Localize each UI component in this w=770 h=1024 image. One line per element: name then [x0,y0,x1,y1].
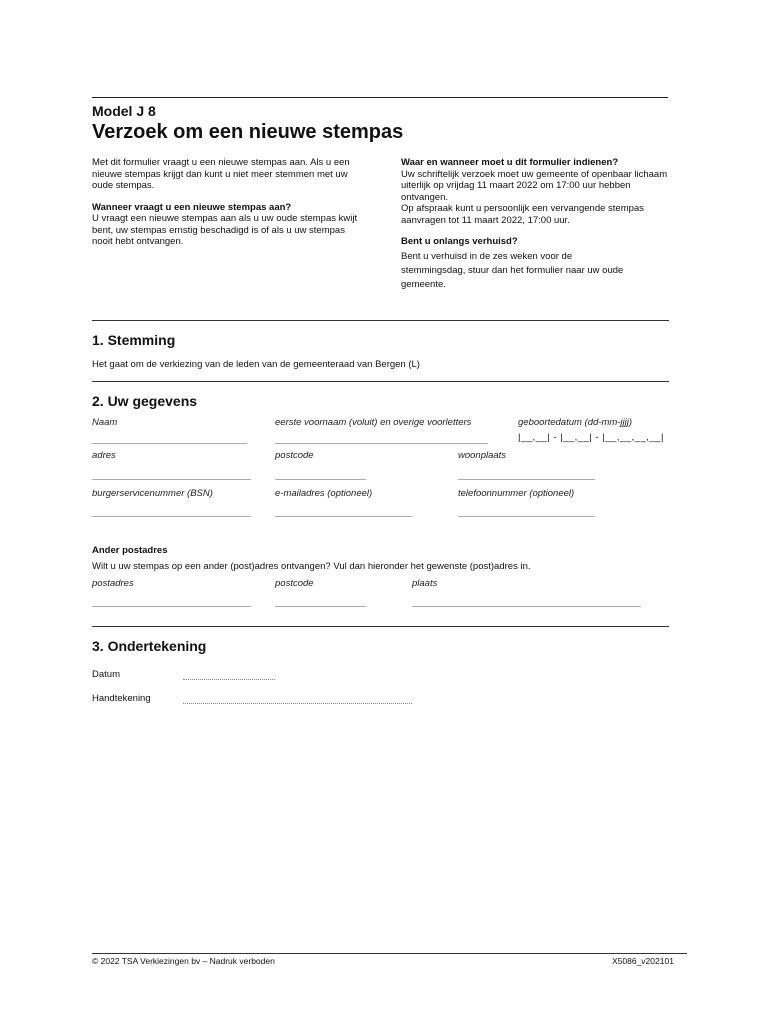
footer-code: X5086_v202101 [612,956,674,966]
footer-copyright: © 2022 TSA Verkiezingen bv – Nadruk verboden [92,956,275,966]
section-1-text: Het gaat om de verkiezing van de leden van de gemeenteraad van Bergen (L) [92,359,420,370]
ander-postadres-heading: Ander postadres [92,545,168,556]
naam-label: Naam [92,417,118,428]
moved-text: Bent u verhuisd in de zes weken voor de stemmingsdag, stuur dan het formulier naar uw oude gemeente. [401,250,624,290]
ander-postadres-text: Wilt u uw stempas op een ander (post)adres ontvangen? Vul dan hieronder het gewenste (post)adres in. [92,561,531,572]
rule-section-3 [92,626,669,627]
handtekening-label: Handtekening [92,693,151,704]
voornaam-field[interactable] [275,443,488,444]
intro-right [401,157,669,292]
bsn-label: burgerservicenummer (BSN) [92,488,213,499]
intro-text [92,157,364,248]
telefoon-label: telefoonnummer (optioneel) [458,488,575,499]
email-field[interactable] [275,516,412,517]
where-heading: Waar en wanneer moet u dit formulier indienen? [401,157,619,168]
moved-heading: Bent u onlangs verhuisd? [401,236,518,247]
postcode2-label: postcode [275,578,314,589]
naam-field[interactable] [92,443,247,444]
when-text: U vraagt een nieuwe stempas aan als u uw oude stempas kwijt bent, uw stempas ernstig beschadigd is of als u uw stempas nooit hebt ontvangen. [92,213,358,247]
voornaam-label: eerste voornaam (voluit) en overige voorletters [275,417,472,428]
handtekening-field[interactable] [183,703,412,704]
model-label: Model J 8 [92,103,156,119]
plaats-label: plaats [412,578,438,589]
telefoon-field[interactable] [458,516,595,517]
geboortedatum-label: geboortedatum (dd-mm-jjjj) [518,417,633,428]
where-text1: Uw schriftelijk verzoek moet uw gemeente of openbaar lichaam uiterlijk op vrijdag 11 maart 2022 om 17:00 uur hebben ontvangen. [401,168,668,203]
bsn-field[interactable] [92,516,251,517]
postcode-field[interactable] [275,479,366,480]
postadres-label: postadres [92,578,134,589]
postcode-label: postcode [275,450,314,461]
email-label: e-mailadres (optioneel) [275,488,373,499]
datum-label: Datum [92,669,120,680]
top-rule [92,97,668,98]
woonplaats-label: woonplaats [458,450,507,461]
section-2-heading: 2. Uw gegevens [92,393,198,409]
section-1-heading: 1. Stemming [92,332,176,348]
intro-paragraph: Met dit formulier vraagt u een nieuwe stempas aan. Als u een nieuwe stempas krijgt dan kunt u niet meer stemmen met uw oude stempas. [92,157,350,191]
footer-rule [92,953,687,954]
when-heading: Wanneer vraagt u een nieuwe stempas aan? [92,201,292,213]
rule-section-1 [92,320,669,321]
where-text2: Op afspraak kunt u persoonlijk een vervangende stempas aanvragen tot 11 maart 2022, 17:00 uur. [401,203,644,226]
rule-section-2 [92,381,669,382]
adres-field[interactable] [92,479,251,480]
postcode2-field[interactable] [275,606,366,607]
page-title: Verzoek om een nieuwe stempas [92,121,404,143]
postadres-field[interactable] [92,606,251,607]
plaats-field[interactable] [412,606,641,607]
adres-label: adres [92,450,116,461]
geboortedatum-field[interactable]: |__,__| - |__,__| - |__,__,__,__| [518,432,664,443]
woonplaats-field[interactable] [458,479,595,480]
section-3-heading: 3. Ondertekening [92,638,207,654]
datum-field[interactable] [183,679,275,680]
